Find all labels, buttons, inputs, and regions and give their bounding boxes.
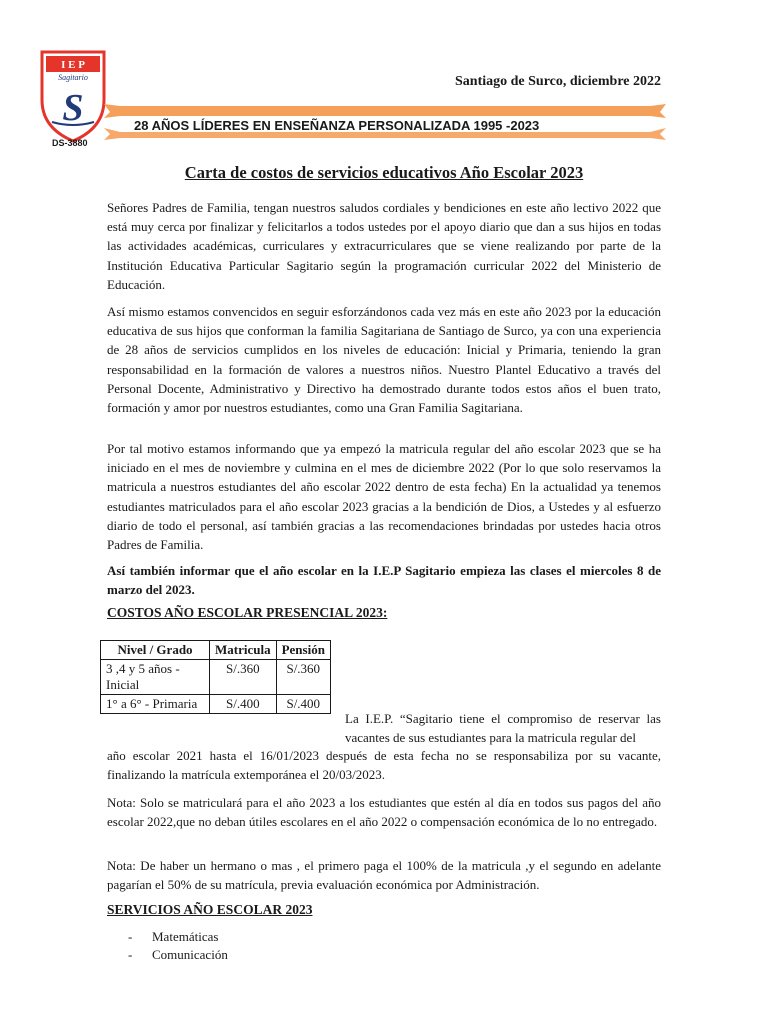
document-code: DS-3880 xyxy=(52,138,88,148)
enrollment-cell: S/.360 xyxy=(210,660,277,695)
table-header-row xyxy=(101,641,331,660)
level-cell: 1° a 6° - Primaria xyxy=(101,695,210,714)
costs-heading: COSTOS AÑO ESCOLAR PRESENCIAL 2023: xyxy=(107,605,388,620)
fee-cell: S/.400 xyxy=(276,695,330,714)
fee-cell: S/.360 xyxy=(276,660,330,695)
header-enrollment: Matricula xyxy=(210,641,277,660)
note-siblings: Nota: De haber un hermano o mas , el primero paga el 100% de la matricula ,y el segundo en adelante pagarían el 50% de su matrícula, previa evaluación económica por Administración. xyxy=(107,858,661,893)
paragraph-enrollment: Por tal motivo estamos informando que ya empezó la matricula regular del año escolar 2023 que se ha iniciado en el mes de noviembre y culmina en el mes de diciembre 2022 (Por lo que solo reservamos la matricula a nuestros estudiantes del año escolar 2022 dentro de esta fecha) En la actualidad ya tenemos estudiantes matriculados para el año escolar 2023 gracias a la bendición de Dios, a Ustedes y al esfuerzo diario de todo el personal, así también gracias a las recomendaciones brindadas por ustedes hacia otros Padres de Familia. xyxy=(107,441,661,553)
table-row xyxy=(101,695,331,714)
logo-monogram: S xyxy=(62,87,84,129)
note-payments: Nota: Solo se matriculará para el año 2023 a los estudiantes que estén al día en todos sus pagos del año escolar 2022,que no deban útiles escolares en el año 2022 o compensación económica de lo no entregado. xyxy=(107,795,661,830)
banner-text: 28 AÑOS LÍDERES EN ENSEÑANZA PERSONALIZADA 1995 -2023 xyxy=(134,118,540,133)
paragraph-greeting: Señores Padres de Familia, tengan nuestros saludos cordiales y bendiciones en este año lectivo 2022 que está muy cerca por finalizar y felicitarlos a todos ustedes por el apoyo diario que dan a sus hijos en todas las actividades académicas, curriculares y extracurriculares que se viene realizando por parte de la Institución Educativa Particular Sagitario según la programación curricular 2022 del Ministerio de Educación. xyxy=(107,200,661,292)
service-label: Comunicación xyxy=(152,947,228,962)
level-cell: 3 ,4 y 5 años - Inicial xyxy=(101,660,210,695)
document-title: Carta de costos de servicios educativos Año Escolar 2023 xyxy=(184,163,584,182)
service-label: Matemáticas xyxy=(152,929,219,944)
school-logo xyxy=(38,48,108,144)
list-bullet: - xyxy=(128,929,133,944)
header-level: Nivel / Grado xyxy=(101,641,210,660)
place-date: Santiago de Surco, diciembre 2022 xyxy=(455,74,661,89)
list-item xyxy=(128,947,228,963)
costs-table xyxy=(100,640,331,714)
list-item xyxy=(128,929,218,945)
paragraph-experience: Así mismo estamos convencidos en seguir esforzándonos cada vez más en este año 2023 por la educación educativa de sus hijos que conforman la familia Sagitariana de Santiago de Surco, ya con una experiencia de 28 años de servicios cumplidos en los niveles de educación: Inicial y Primaria, teniendo la gran responsabilidad en la formación de valores a nuestros niños. Nuestro Plantel Educativo a través del Personal Docente, Administrativo y Directivo ha demostrado durante todos estos años el buen trato, formación y amor por nuestros estudiantes, como una Gran Familia Sagitariana. xyxy=(107,304,661,416)
list-bullet: - xyxy=(128,947,133,962)
enrollment-cell: S/.400 xyxy=(210,695,277,714)
header-monthly-fee: Pensión xyxy=(276,641,330,660)
table-row xyxy=(101,660,331,695)
reservation-text: La I.E.P. “Sagitario tiene el compromiso de reservar las vacantes de sus estudiantes para la matricula regular del xyxy=(345,711,661,746)
reservation-text-continued: año escolar 2021 hasta el 16/01/2023 después de esta fecha no se responsabiliza por su vacante, finalizando la matrícula extemporánea el 20/03/2023. xyxy=(107,748,661,783)
school-start-notice: Así también informar que el año escolar en la I.E.P Sagitario empieza las clases el miercoles 8 de marzo del 2023. xyxy=(107,563,661,598)
services-heading: SERVICIOS AÑO ESCOLAR 2023 xyxy=(107,902,313,917)
logo-initials: I E P xyxy=(61,59,85,71)
logo-name: Sagitario xyxy=(58,73,88,82)
